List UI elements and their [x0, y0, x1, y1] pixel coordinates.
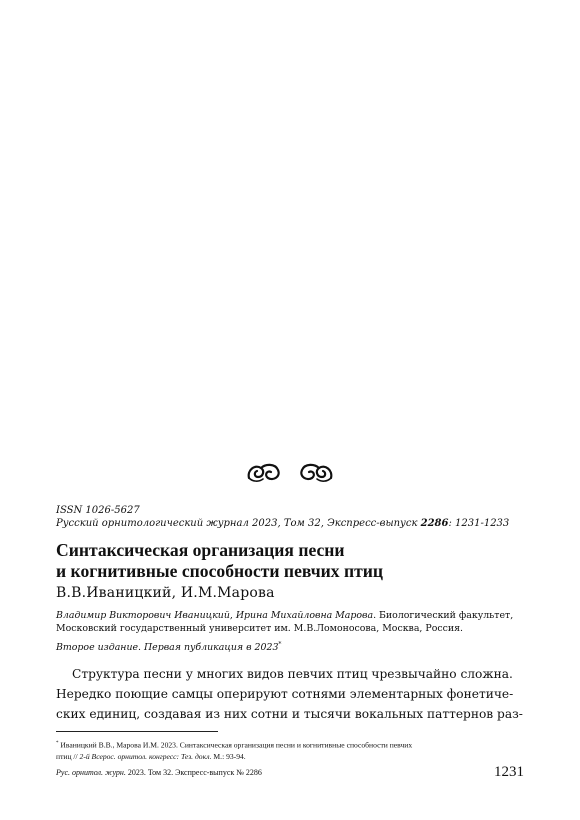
article-authors: В.В.Иваницкий, И.М.Марова [56, 585, 275, 601]
body-line: Структура песни у многих видов певчих птиц чрезвычайно сложна. [72, 667, 513, 681]
issn-line: ISSN 1026-5627 [56, 505, 140, 516]
body-line: Нередко поющие самцы оперируют сотнями элементарных фонетиче- [56, 687, 514, 701]
footnote-text-suffix: М.: 93-94. [211, 751, 246, 761]
fleuron-left-icon [245, 460, 283, 484]
footer-journal-abbr: Рус. орнитол. журн. [56, 768, 126, 777]
footnote-text: Иваницкий В.В., Марова И.М. 2023. Синтаксическая организация песни и когнитивные способности певчих [58, 740, 413, 750]
article-title-line-1: Синтаксическая организация песни [56, 540, 345, 560]
footnote-divider [56, 731, 218, 732]
page-number: 1231 [494, 764, 524, 780]
issue-number: 2286 [420, 518, 449, 529]
journal-name: Русский орнитологический журнал 2023, Том 32, Экспресс-выпуск [56, 518, 421, 529]
affiliation-separator: , [229, 610, 236, 621]
footnote-text-prefix: птиц // [56, 751, 80, 761]
body-line: ских единиц, создавая из них сотни и тысячи вокальных паттернов раз- [56, 707, 523, 721]
footnote-source: 2-й Всерос. орнитол. конгресс: Тез. докл. [79, 751, 212, 761]
fleuron-right-icon [297, 460, 335, 484]
author-affiliation [56, 609, 526, 635]
article-title-line-2: и когнитивные способности певчих птиц [56, 561, 384, 581]
footnote-marker: * [278, 641, 282, 648]
journal-citation-line [56, 517, 509, 530]
page-range: : 1231-1233 [448, 518, 510, 529]
footnote-marker: * [56, 741, 59, 746]
edition-note [56, 638, 281, 654]
page-footer [56, 767, 262, 778]
author1-full-name: Владимир Викторович Иваницкий [56, 610, 230, 621]
article-body [56, 664, 524, 724]
footer-issue-info: 2023. Том 32. Экспресс-выпуск № 2286 [125, 768, 262, 777]
institution-line-1: . Биологический факультет, [373, 610, 514, 621]
author2-full-name: Ирина Михайловна Марова [235, 610, 374, 621]
ornament-divider [0, 459, 580, 485]
edition-note-text: Второе издание. Первая публикация в 2023 [56, 642, 279, 654]
footnote [56, 738, 526, 762]
institution-line-2: Московский государственный университет им. М.В.Ломоносова, Москва, Россия. [56, 623, 463, 634]
article-title [56, 540, 536, 582]
